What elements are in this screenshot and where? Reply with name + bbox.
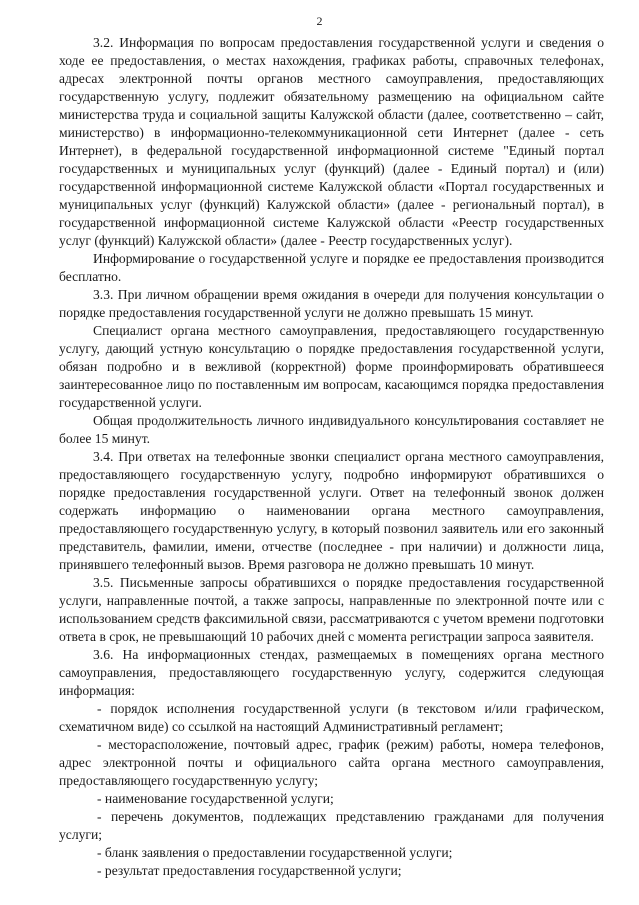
- list-item-application-form: - бланк заявления о предоставлении государственной услуги;: [97, 845, 453, 860]
- list-item-service-name: - наименование государственной услуги;: [97, 791, 334, 806]
- paragraph-informing-free: Информирование о государственной услуге и порядке ее предоставления производится бесплатно.: [59, 251, 604, 284]
- paragraph-3-6: 3.6. На информационных стендах, размещаемых в помещениях органа местного самоуправления, предоставляющего государственную услугу, содержится следующая информация:: [59, 647, 604, 698]
- document-body: [59, 34, 604, 880]
- list-item-documents: - перечень документов, подлежащих представлению гражданами для получения услуги;: [59, 809, 604, 842]
- paragraph-3-2: 3.2. Информация по вопросам предоставления государственной услуги и сведения о ходе ее предоставления, о местах нахождения, графиках работы, справочных телефонах, адресах электронной почты органов местного самоуправления, предоставляющих государственную услугу, подлежит обязательному размещению на официальном сайте министерства труда и социальной защиты Калужской области (далее, соответственно – сайт, министерство) в информационно-телекоммуникационной сети Интернет (далее - сеть Интернет), в федеральной государственной информационной системе "Единый портал государственных и муниципальных услуг (функций) (далее - Единый портал) и (или) государственной информационной системе Калужской области «Портал государственных и муниципальных услуг (функций) Калужской области» (далее - региональный портал), в государственной информационной системе Калужской области «Реестр государственных услуг (функций) Калужской области» (далее - Реестр государственных услуг).: [59, 35, 604, 248]
- list-item-procedure: - порядок исполнения государственной услуги (в текстовом и/или графическом, схематичном виде) со ссылкой на настоящий Административный регламент;: [59, 701, 604, 734]
- paragraph-consultation-duration: Общая продолжительность личного индивидуального консультирования составляет не более 15 минут.: [59, 413, 604, 446]
- paragraph-3-4: 3.4. При ответах на телефонные звонки специалист органа местного самоуправления, предоставляющего государственную услугу, подробно информируют обратившихся о порядке предоставления государственной услуги. Ответ на телефонный звонок должен содержать информацию о наименовании органа местного самоуправления, предоставляющего государственную услугу, в который позвонил заявитель или его законный представитель, фамилии, имени, отчестве (последнее - при наличии) и должности лица, принявшего телефонный вызов. Время разговора не должно превышать 10 минут.: [59, 449, 604, 572]
- paragraph-3-5: 3.5. Письменные запросы обратившихся о порядке предоставления государственной услуги, направленные почтой, а также запросы, направленные по электронной почте или с использованием средств факсимильной связи, рассматриваются с учетом времени подготовки ответа в срок, не превышающий 10 рабочих дней с момента регистрации запроса заявителя.: [59, 575, 604, 644]
- paragraph-specialist-consultation: Специалист органа местного самоуправления, предоставляющего государственную услугу, дающий устную консультацию о порядке предоставления государственной услуги, обязан подробно и в вежливой (корректной) форме проинформировать обратившееся заинтересованное лицо по поставленным им вопросам, касающимся порядка предоставления государственной услуги.: [59, 323, 604, 410]
- list-item-location: - месторасположение, почтовый адрес, график (режим) работы, номера телефонов, адрес электронной почты и официального сайта органа местного самоуправления, предоставляющего государственную услугу;: [59, 737, 604, 788]
- list-item-result: - результат предоставления государственной услуги;: [97, 863, 402, 878]
- page-number: 2: [316, 14, 323, 28]
- paragraph-3-3: 3.3. При личном обращении время ожидания в очереди для получения консультации о порядке предоставления государственной услуги не должно превышать 15 минут.: [59, 287, 604, 320]
